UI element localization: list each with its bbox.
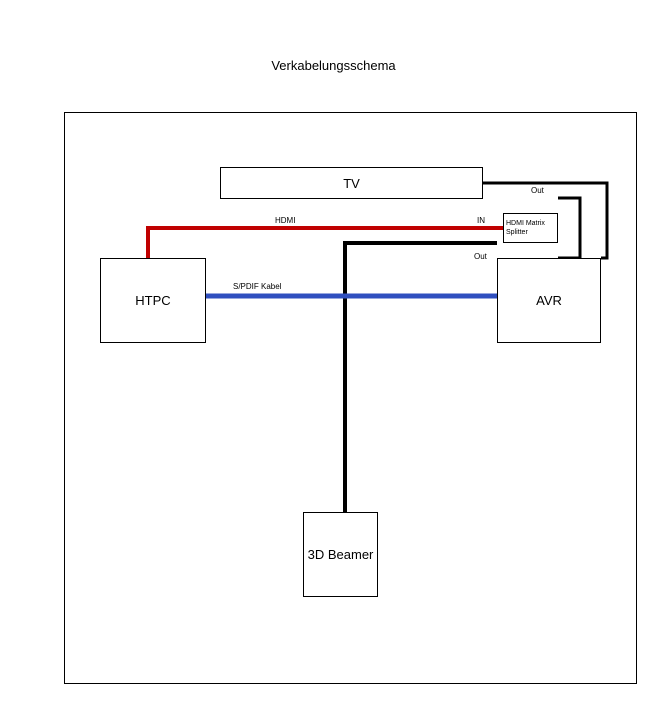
node-avr[interactable]	[497, 258, 601, 343]
node-htpc[interactable]	[100, 258, 206, 343]
node-3d-beamer[interactable]	[303, 512, 378, 597]
edge-label-out-top: Out	[531, 186, 544, 195]
node-matrix-label-line1: HDMI Matrix	[506, 219, 545, 227]
node-tv-label: TV	[343, 175, 360, 191]
node-hdmi-matrix-splitter[interactable]	[503, 213, 558, 243]
node-matrix-label-line2: Splitter	[506, 229, 528, 236]
node-3d-beamer-label: 3D Beamer	[307, 547, 374, 562]
edge-label-in: IN	[477, 216, 485, 225]
page-title: Verkabelungsschema	[271, 58, 396, 73]
edge-label-spdif: S/PDIF Kabel	[233, 282, 282, 291]
edge-label-out-bottom: Out	[474, 252, 487, 261]
node-tv[interactable]	[220, 167, 483, 199]
node-htpc-label: HTPC	[135, 293, 171, 308]
node-avr-label: AVR	[536, 293, 562, 308]
edge-label-hdmi: HDMI	[275, 216, 296, 225]
